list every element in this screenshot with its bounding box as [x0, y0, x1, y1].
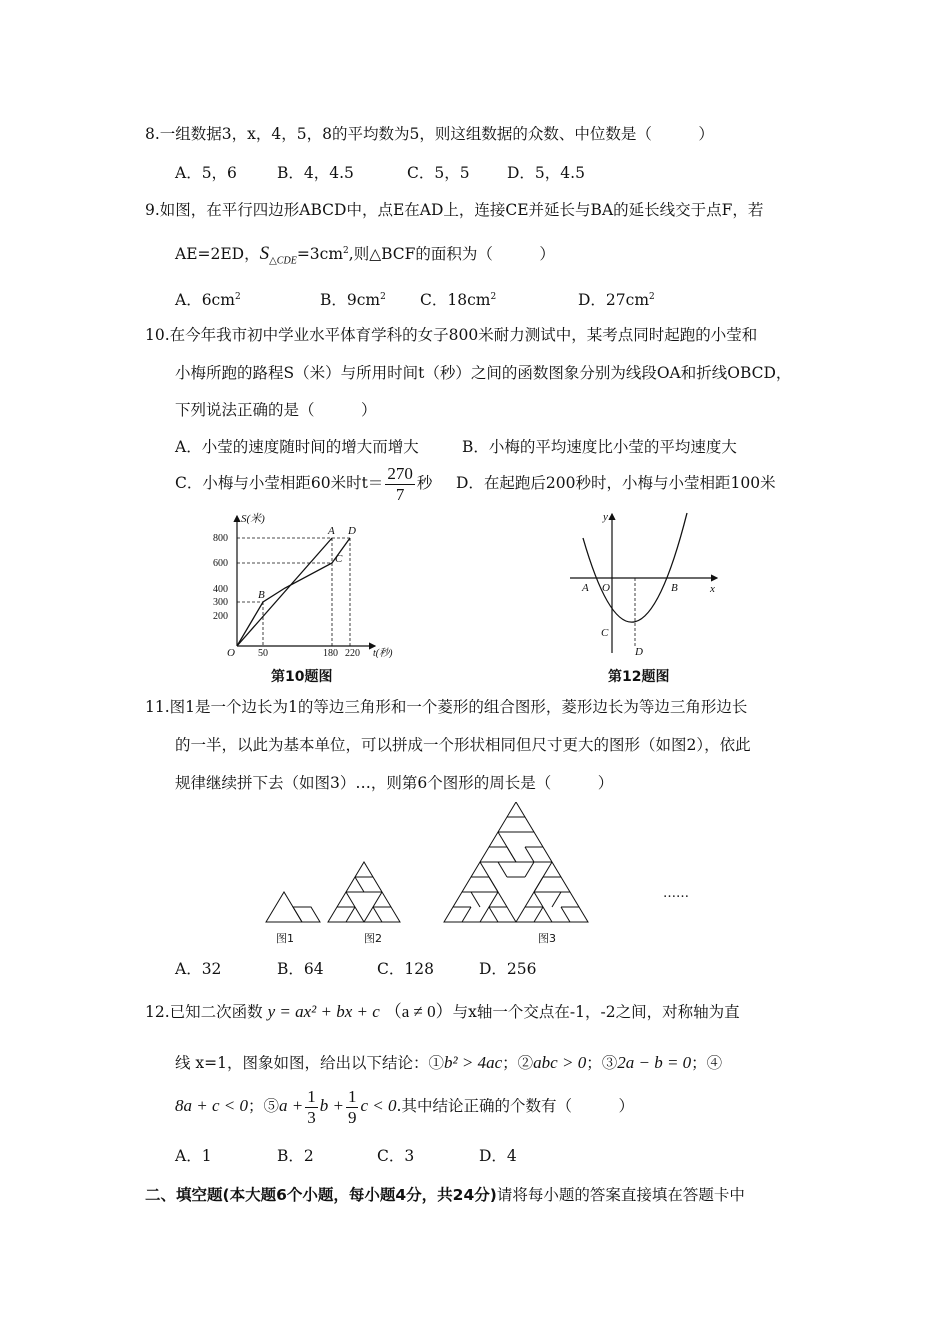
q10-option-b: B．小梅的平均速度比小莹的平均速度大: [462, 438, 737, 456]
q12-fraction-1-9: $\frac{1}{9}$: [347, 1086, 357, 1127]
fig12-caption: 第12题图: [608, 669, 670, 685]
q12-conclusion-4: 8a + c < 0: [175, 1096, 248, 1115]
q10-option-c: C．小梅与小莹相距60米时t＝ $\frac{270}{7}$ 秒: [175, 463, 433, 504]
q11-fig2-label: 图2: [364, 932, 382, 945]
fig10-xtick: 220: [345, 648, 360, 658]
q10-option-d: D．在起跑后200秒时，小梅与小莹相距100米: [456, 474, 776, 492]
fig10-xtick: 50: [258, 648, 268, 658]
q11-fig1-label: 图1: [276, 932, 294, 945]
q12-stem-line1: 12.已知二次函数 y = ax² + bx + c （a ≠ 0）与x轴一个交点在-1，-2之间，对称轴为直: [145, 1002, 740, 1021]
q9-question: ,则△BCF的面积为（ ）: [348, 245, 555, 264]
fig10-polyline-obcd: [237, 538, 350, 646]
q8-option-b: B．4，4.5: [277, 164, 354, 182]
fig10-ytick: 300: [213, 597, 228, 608]
fig10-ylabel: S(米): [241, 513, 265, 525]
q12-function: y = ax² + bx + c: [267, 1002, 380, 1021]
q11-figure-1: [266, 892, 320, 922]
section2-heading: [145, 1185, 745, 1205]
fig10-ytick: 600: [213, 558, 228, 569]
q12-condition: （a ≠ 0）: [384, 1002, 453, 1021]
q11-figure-3: [444, 802, 588, 922]
fig10-xlabel: t(秒): [373, 648, 393, 658]
q12-conclusion-3: 2a − b = 0: [617, 1053, 692, 1072]
fig10-point-d: D: [348, 525, 356, 537]
fig12-graph: [565, 508, 725, 658]
q9-area-unit-sup: 2: [343, 246, 349, 256]
fig12-label-o: O: [602, 582, 610, 594]
q9-options: [175, 287, 655, 310]
q8-option-c: C．5，5: [407, 164, 470, 182]
q9-option-d: D．$27cm^2$: [578, 291, 655, 310]
q11-stem-line2: 的一半，以此为基本单位，可以拼成一个形状相同但尺寸更大的图形（如图2），依此: [175, 736, 751, 754]
q9-stem-line2: [175, 241, 555, 271]
q10-fraction: $\frac{270}{7}$: [387, 463, 413, 504]
q12-conclusion-5: c < 0: [360, 1096, 397, 1115]
q11-ellipsis: ……: [663, 886, 689, 901]
q8-option-d: D．5，4.5: [507, 164, 585, 182]
q8-stem: 8.一组数据3，x，4，5，8的平均数为5，则这组数据的众数、中位数是（ ）: [145, 125, 714, 143]
fig12-label-d: D: [635, 646, 643, 658]
fig12-label-c: C: [601, 627, 609, 639]
q11-figures: [262, 802, 702, 928]
fig10-ytick: 200: [213, 611, 228, 622]
q12-fraction-1-3: $\frac{1}{3}$: [307, 1086, 316, 1127]
fig12-label-x: x: [710, 583, 715, 595]
fig12-label-a: A: [582, 582, 589, 594]
fig10-ytick: 800: [213, 533, 228, 544]
section2-instruction: 请将每小题的答案直接填在答题卡中: [496, 1186, 745, 1204]
q10-stem-line2: 小梅所跑的路程S（米）与所用时间t（秒）之间的函数图象分别为线段OA和折线OBCD，: [175, 364, 792, 382]
q12-stem-line3: 8a + c < 0；⑤a + $\frac{1}{3}$ b + $\frac{1}{9}$ c < 0.其中结论正确的个数有（ ）: [175, 1086, 634, 1127]
q12-stem-line2: 线 x=1，图象如图，给出以下结论：①b² > 4ac；②abc > 0；③2a − b = 0；④: [175, 1053, 723, 1072]
fig10-point-o: O: [227, 647, 235, 658]
q9-stem-line1: 9.如图，在平行四边形ABCD中，点E在AD上，连接CE并延长与BA的延长线交于点F，若: [145, 201, 764, 219]
section2-title: 二、填空题(本大题6个小题，每小题4分，共24分): [145, 1186, 497, 1204]
q11-options: [175, 959, 537, 979]
q9-option-a: A．$6cm^2$: [175, 291, 241, 310]
q11-option-a: A．32: [175, 960, 222, 978]
fig12-label-b: B: [671, 582, 678, 594]
q12-option-a: A．1: [175, 1147, 212, 1165]
q9-area-value: =3cm: [296, 245, 344, 264]
q8-option-a: A．5，6: [175, 164, 237, 182]
q12-options: [175, 1146, 517, 1166]
q9-option-c: C．$18cm^2$: [420, 291, 497, 310]
fig10-caption: 第10题图: [271, 669, 333, 685]
fig10-point-c: C: [335, 553, 343, 565]
q8-options: [175, 163, 585, 183]
fig10-point-b: B: [258, 589, 265, 601]
q9-area-subscript: △CDE: [269, 255, 297, 267]
q10-stem-line1: 10.在今年我市初中学业水平体育学科的女子800米耐力测试中，某考点同时起跑的小莹和: [145, 326, 758, 344]
q12-conclusion-1: b² > 4ac: [444, 1053, 503, 1072]
q12-option-c: C．3: [377, 1147, 415, 1165]
q11-option-c: C．128: [377, 960, 434, 978]
q11-figure-2: [328, 862, 400, 922]
q11-fig3-label: 图3: [538, 932, 556, 945]
q12-conclusion-2: abc > 0: [533, 1053, 587, 1072]
q12-option-b: B．2: [277, 1147, 314, 1165]
fig10-point-a: A: [328, 525, 335, 537]
fig12-label-y: y: [603, 511, 608, 523]
fig10-graph: [205, 508, 405, 658]
q11-stem-line3: 规律继续拼下去（如图3）…，则第6个图形的周长是（ ）: [175, 774, 614, 792]
q10-stem-line3: 下列说法正确的是（ ）: [175, 401, 377, 419]
q11-stem-line1: 11.图1是一个边长为1的等边三角形和一个菱形的组合图形，菱形边长为等边三角形边长: [145, 698, 748, 716]
fig10-xtick: 180: [323, 648, 338, 658]
q11-option-d: D．256: [479, 960, 537, 978]
q9-area-symbol: S: [259, 243, 270, 265]
q10-option-a: A．小莹的速度随时间的增大而增大: [175, 438, 419, 456]
fig10-segment-oa: [237, 538, 332, 646]
q9-option-b: B．$9cm^2$: [320, 291, 386, 310]
q9-given-ae: AE=2ED，: [175, 245, 260, 264]
fig10-ytick: 400: [213, 584, 228, 595]
q12-option-d: D．4: [479, 1147, 517, 1165]
q11-option-b: B．64: [277, 960, 324, 978]
